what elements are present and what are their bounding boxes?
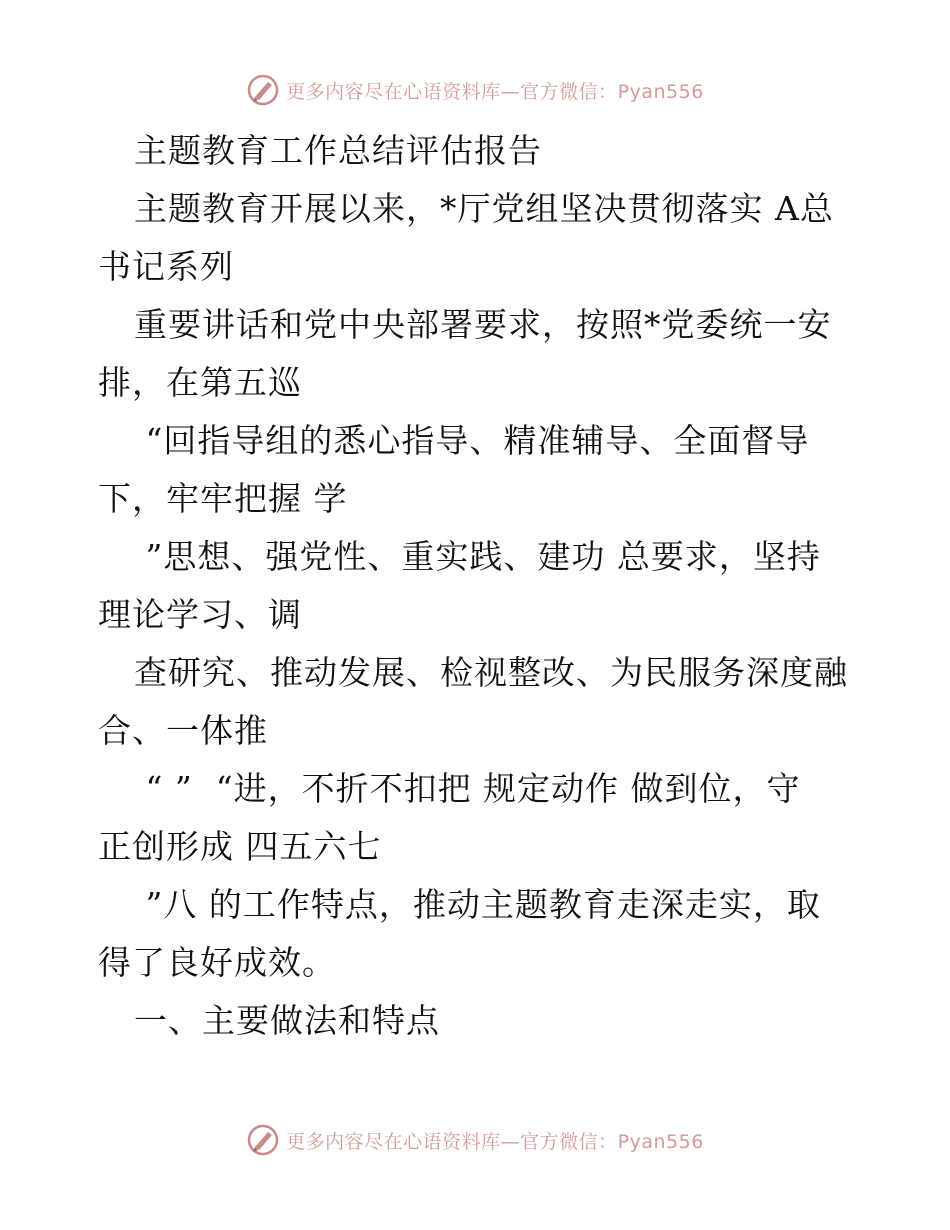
paragraph-line: 书记系列 (98, 247, 234, 286)
section-heading: 一、主要做法和特点 (134, 1001, 440, 1040)
paragraph-line: 重要讲话和党中央部署要求，按照*党委统一安 (134, 305, 832, 344)
watermark-banner-bottom (0, 1120, 950, 1160)
paragraph-line: 查研究、推动发展、检视整改、为民服务深度融 (134, 653, 848, 692)
pen-logo-icon (246, 73, 280, 107)
paragraph-line: ”八 的工作特点，推动主题教育走深走实，取 (134, 885, 821, 924)
paragraph-line: 下，牢牢把握 学 (98, 479, 348, 518)
paragraph-line: 正创形成 四五六七 (98, 827, 382, 866)
watermark-text: 更多内容尽在心语资料库—官方微信：Pyan556 (286, 80, 704, 103)
watermark-banner-top (0, 70, 950, 110)
paragraph-line: “ ” “进，不折不扣把 规定动作 做到位，守 (134, 769, 801, 808)
watermark-text: 更多内容尽在心语资料库—官方微信：Pyan556 (286, 1130, 704, 1153)
paragraph-line: 排，在第五巡 (98, 363, 302, 402)
document-body (98, 122, 858, 1050)
paragraph-line: ”思想、强党性、重实践、建功 总要求，坚持 (134, 537, 821, 576)
paragraph-line: 合、一体推 (98, 711, 268, 750)
paragraph-line: “回指导组的悉心指导、精准辅导、全面督导 (134, 421, 810, 460)
paragraph-line: 得了良好成效。 (98, 943, 336, 982)
document-title: 主题教育工作总结评估报告 (134, 131, 542, 170)
paragraph-line: 理论学习、调 (98, 595, 302, 634)
pen-logo-icon (246, 1123, 280, 1157)
paragraph-line: 主题教育开展以来，*厅党组坚决贯彻落实 A总 (134, 189, 834, 228)
